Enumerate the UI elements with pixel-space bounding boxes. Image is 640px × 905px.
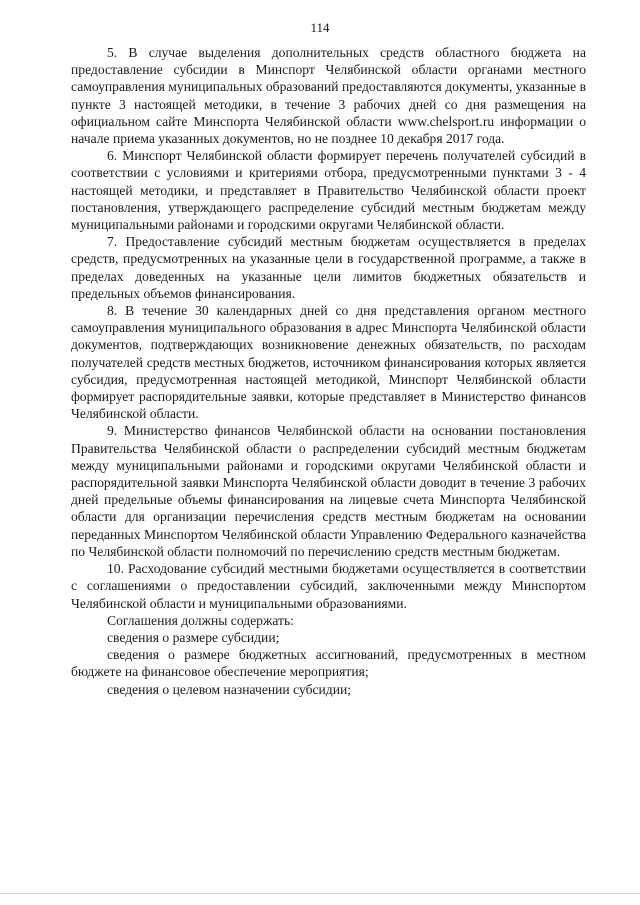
agreement-item-budget-allocations: сведения о размере бюджетных ассигнований, предусмотренных в местном бюджете на финансовое обеспечение мероприятия; <box>71 647 586 680</box>
paragraph-7: 7. Предоставление субсидий местным бюджетам осуществляется в пределах средств, предусмотренных на указанные цели в государственной программе, а также в пределах доведенных на указанные цели лимитов бюджетных обязательств и предельных объемов финансирования. <box>71 234 586 301</box>
document-body <box>71 44 586 698</box>
paragraph-9: 9. Министерство финансов Челябинской области на основании постановления Правительства Челябинской области о распределении субсидий местным бюджетам между муниципальными районами и городскими округами Челябинской области и распорядительной заявки Минспорта Челябинской области доводит в течение 3 рабочих дней предельные объемы финансирования на лицевые счета Минспорта Челябинской области для организации перечисления средств местным бюджетам на основании переданных Минспортом Челябинской области Управлению Федерального казначейства по Челябинской области полномочий по перечислению средств местным бюджетам. <box>71 423 586 559</box>
paragraph-10: 10. Расходование субсидий местными бюджетами осуществляется в соответствии с соглашениями о предоставлении субсидий, заключенными между Минспортом Челябинской области и муниципальными образованиями. <box>71 561 586 611</box>
agreement-item-subsidy-size: сведения о размере субсидии; <box>107 629 280 645</box>
agreement-intro: Соглашения должны содержать: <box>107 612 294 628</box>
page-number: 114 <box>310 20 330 35</box>
agreement-item-purpose: сведения о целевом назначении субсидии; <box>107 681 352 697</box>
bottom-rule <box>0 893 640 894</box>
paragraph-8: 8. В течение 30 календарных дней со дня представления органом местного самоуправления муниципального образования в адрес Минспорта Челябинской области документов, подтверждающих возникновение денежных обязательств, по расходам получателей средств местных бюджетов, источником финансирования которых является субсидия, предусмотренная настоящей методикой, Минспорт Челябинской области формирует распорядительные заявки, которые представляет в Министерство финансов Челябинской области. <box>71 303 586 422</box>
paragraph-5: 5. В случае выделения дополнительных средств областного бюджета на предоставление субсидии в Минспорт Челябинской области органами местного самоуправления муниципальных образований предоставляются документы, указанные в пункте 3 настоящей методики, в течение 3 рабочих дней со дня размещения на официальном сайте Минспорта Челябинской области www.chelsport.ru информации о начале приема указанных документов, но не позднее 10 декабря 2017 года. <box>71 45 586 147</box>
paragraph-6: 6. Минспорт Челябинской области формирует перечень получателей субсидий в соответствии с условиями и критериями отбора, предусмотренными пунктами 3 - 4 настоящей методики, и представляет в Правительство Челябинской области проект постановления, утверждающего распределение субсидий местным бюджетам между муниципальными районами и городскими округами Челябинской области. <box>71 148 586 233</box>
